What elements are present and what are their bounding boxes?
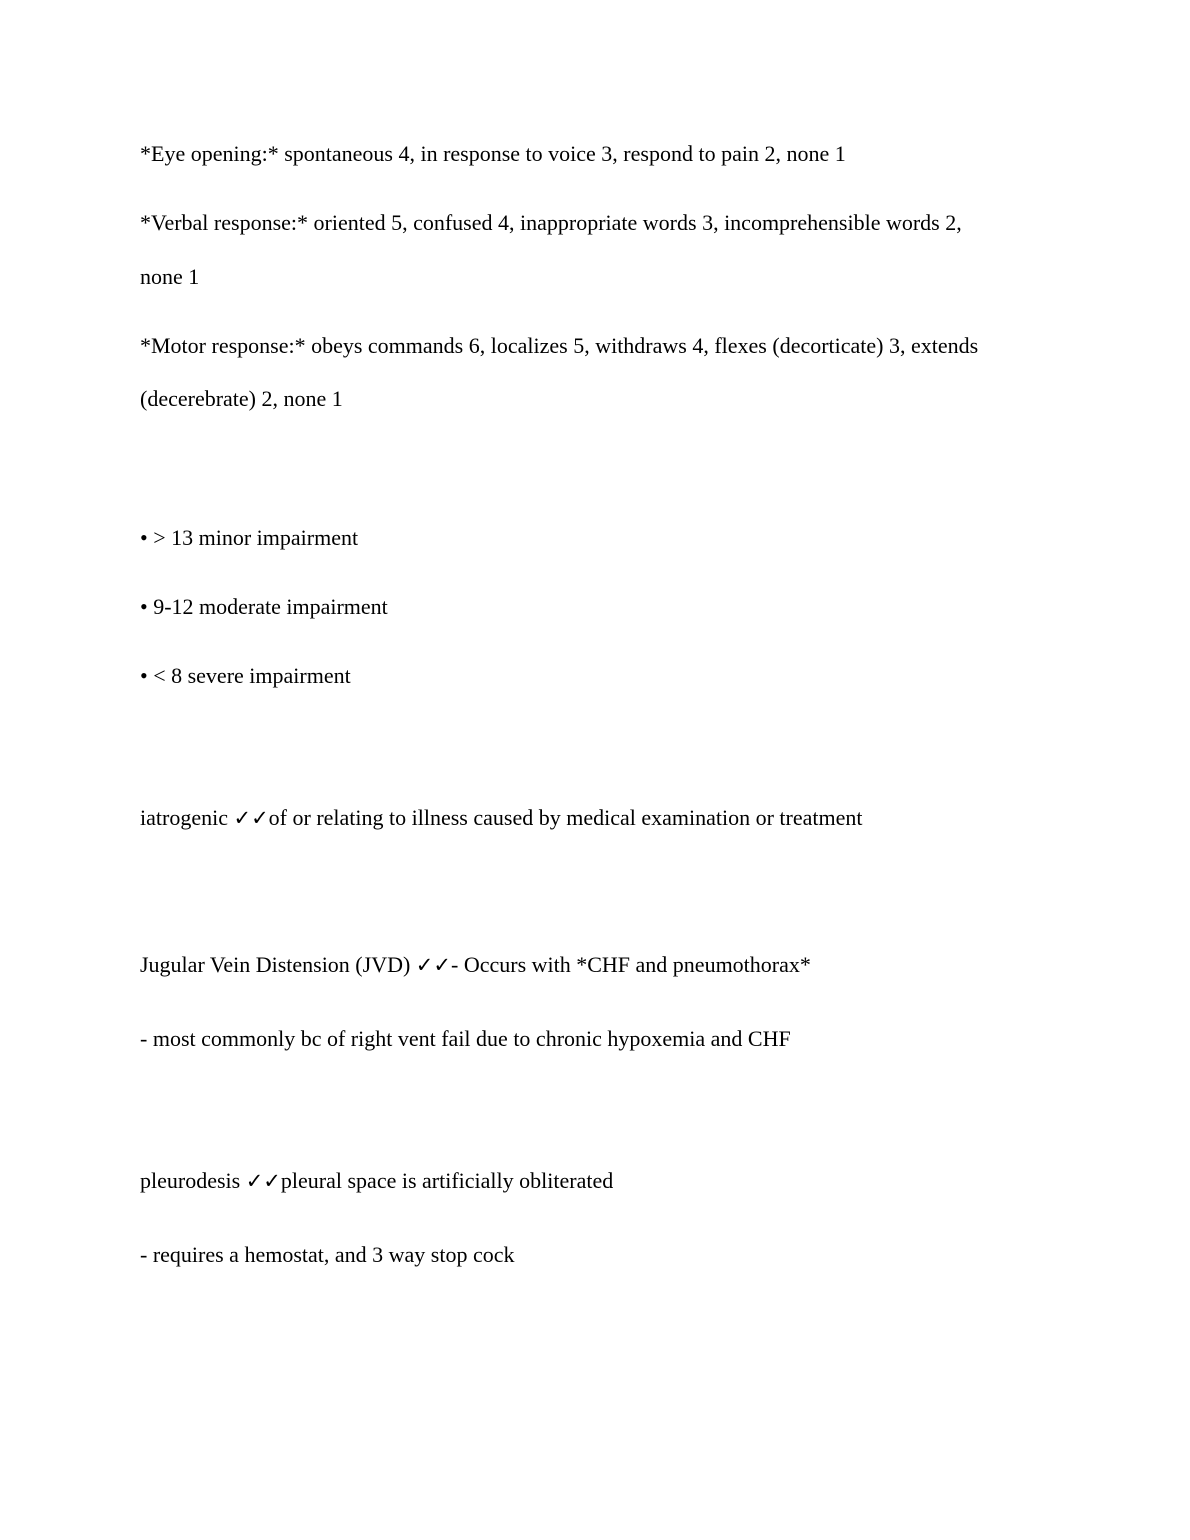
pleurodesis-entry	[140, 1168, 613, 1194]
jvd-definition: - Occurs with *CHF and pneumothorax*	[451, 952, 811, 977]
gcs-eye-opening: *Eye opening:* spontaneous 4, in response to voice 3, respond to pain 2, none 1	[140, 141, 846, 166]
gcs-motor-response-line-1: *Motor response:* obeys commands 6, localizes 5, withdraws 4, flexes (decorticate) 3, extends	[140, 333, 979, 358]
double-check-icon: ✓✓	[245, 1169, 281, 1193]
severity-minor: • > 13 minor impairment	[140, 525, 359, 550]
pleurodesis-definition: pleural space is artificially obliterated	[280, 1168, 614, 1193]
pleurodesis-term: pleurodesis	[140, 1168, 246, 1193]
gcs-verbal-response-line-1: *Verbal response:* oriented 5, confused 4, inappropriate words 3, incomprehensible words 2,	[140, 210, 962, 235]
double-check-icon: ✓✓	[415, 953, 451, 977]
gcs-motor-response-line-2: (decerebrate) 2, none 1	[140, 386, 343, 411]
double-check-icon: ✓✓	[233, 806, 269, 830]
iatrogenic-entry	[140, 805, 862, 831]
jvd-entry	[140, 952, 811, 978]
pleurodesis-note: - requires a hemostat, and 3 way stop cock	[140, 1242, 515, 1267]
gcs-verbal-response-line-2: none 1	[140, 264, 200, 289]
jvd-note: - most commonly bc of right vent fail due to chronic hypoxemia and CHF	[140, 1026, 791, 1051]
severity-severe: • < 8 severe impairment	[140, 663, 351, 688]
iatrogenic-term: iatrogenic	[140, 805, 234, 830]
iatrogenic-definition: of or relating to illness caused by medical examination or treatment	[268, 805, 863, 830]
jvd-term: Jugular Vein Distension (JVD)	[140, 952, 416, 977]
severity-moderate: • 9-12 moderate impairment	[140, 594, 388, 619]
